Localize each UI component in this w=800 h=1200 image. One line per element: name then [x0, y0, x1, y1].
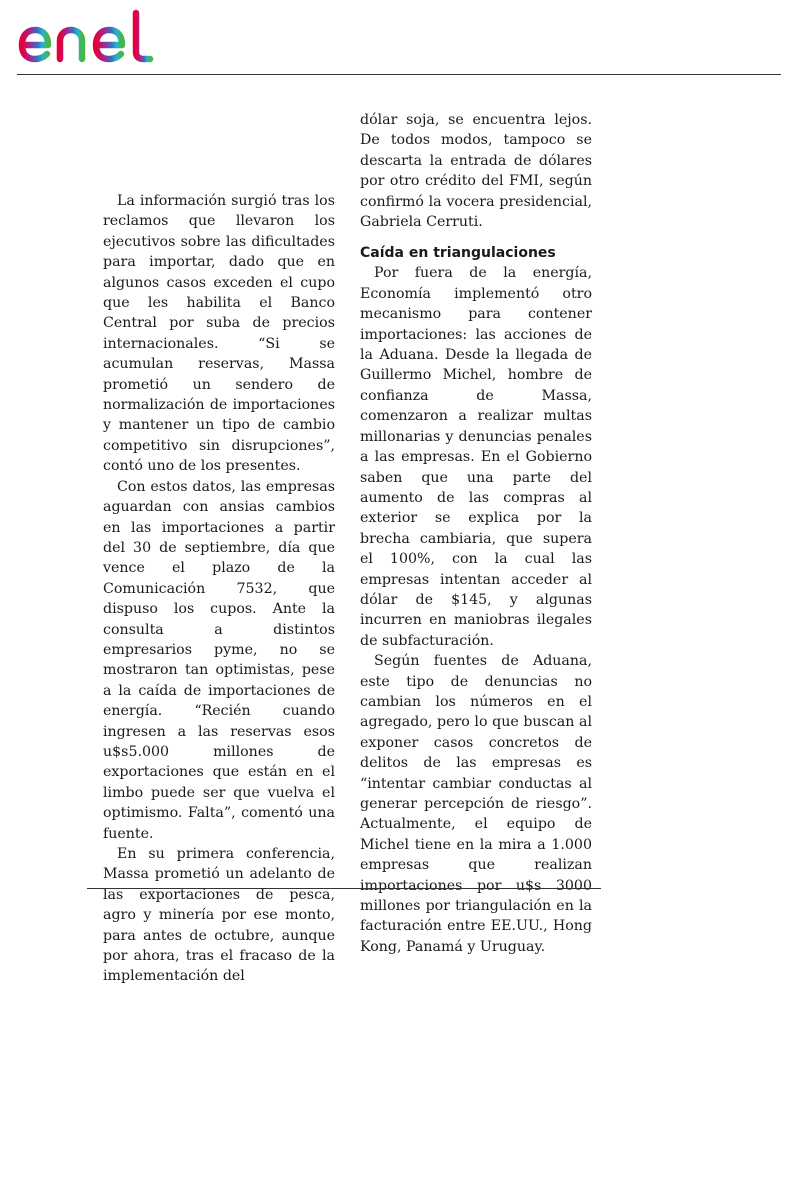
header-rule — [17, 74, 781, 75]
article-column-left — [103, 191, 335, 987]
paragraph-continued: dólar soja, se encuentra lejos. De todos modos, tampoco se descarta la entrada de dólares por otro crédito del FMI, según confirmó la vocera presidencial, Gabriela Cerruti. — [360, 112, 592, 231]
paragraph: Por fuera de la energía, Economía implementó otro mecanismo para contener importaciones: las acciones de la Aduana. Desde la llegada de Guillermo Michel, hombre de confianza de Massa, comenzaron a realizar multas millonarias y denuncias penales a las empresas. En el Gobierno saben que una parte del aumento de las compras al exterior se explica por la brecha cambiaria, que supera el 100%, con la cual las empresas intentan acceder al dólar de $145, y algunas incurren en maniobras ilegales de subfacturación. — [360, 265, 592, 649]
paragraph: En su primera conferencia, Massa prometió un adelanto de las exportaciones de pesca, agro y minería por ese monto, para antes de octubre, aunque por ahora, tras el fracaso de la implementación del — [103, 846, 335, 985]
enel-logo — [18, 8, 178, 68]
paragraph: Con estos datos, las empresas aguardan con ansias cambios en las importaciones a partir del 30 de septiembre, día que vence el plazo de la Comunicación 7532, que dispuso los cupos. Ante la consulta a distintos empresarios pyme, no se mostraron tan optimistas, pese a la caída de importaciones de energía. “Recién cuando ingresen a las reservas esos u$s5.000 millones de exportaciones que están en el limbo puede ser que vuelva el optimismo. Falta”, comentó una fuente. — [103, 478, 335, 842]
svg-text:enel: enel — [18, 8, 21, 9]
paragraph: Según fuentes de Aduana, este tipo de denuncias no cambian los números en el agregado, pero lo que buscan al exponer casos concretos de delitos de las empresas es “intentar cambiar conductas al generar percepción de riesgo”. Actualmente, el equipo de Michel tiene en la mira a 1.000 empresas que realizan importaciones por u$s 3000 millones por triangulación en la facturación entre EE.UU., Hong Kong, Panamá y Uruguay. — [360, 653, 592, 955]
footer-rule — [87, 888, 601, 889]
section-subheading: Caída en triangulaciones — [360, 245, 556, 262]
article-column-right — [360, 110, 592, 957]
paragraph: La información surgió tras los reclamos que llevaron los ejecutivos sobre las dificultades para importar, dado que en algunos casos exceden el cupo que les habilita el Banco Central por suba de precios internacionales. “Si se acumulan reservas, Massa prometió un sendero de normalización de importaciones y mantener un tipo de cambio competitivo sin disrupciones”, contó uno de los presentes. — [103, 193, 335, 475]
